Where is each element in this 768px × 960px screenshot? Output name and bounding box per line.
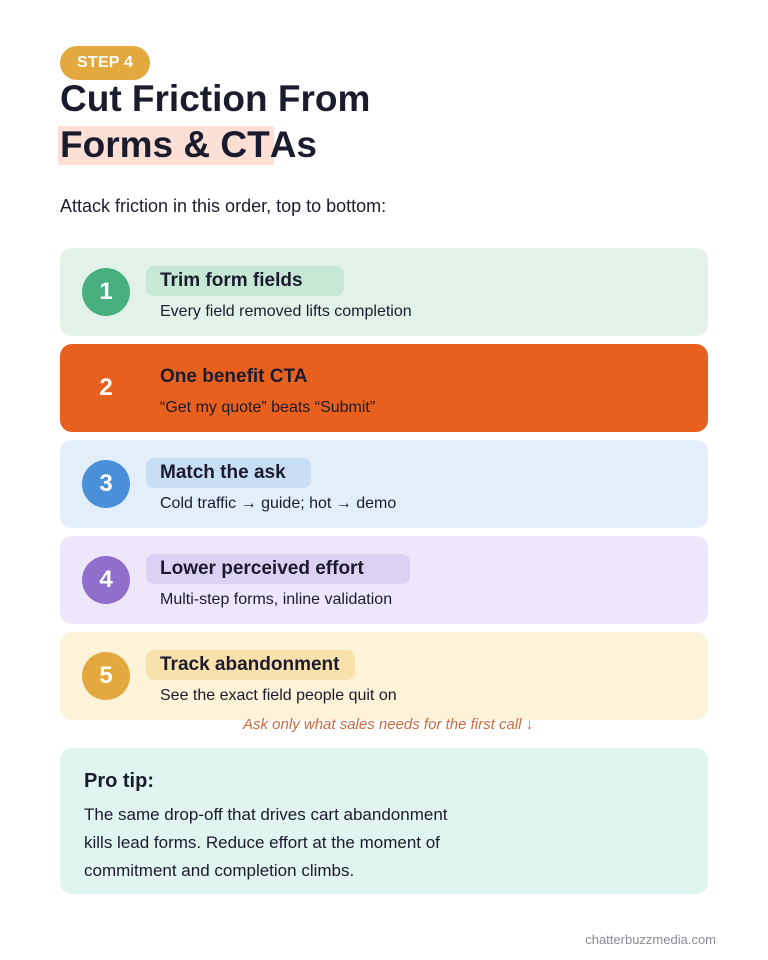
step-description-3: Cold traffic → guide; hot → demo: [160, 495, 397, 512]
title-line-2: [60, 122, 370, 168]
title-highlight: [60, 122, 270, 168]
footer-url: chatterbuzzmedia.com: [585, 932, 716, 947]
step-title-1: Trim form fields: [160, 270, 303, 291]
step-title-2: One benefit CTA: [160, 366, 308, 387]
annotation-note: Ask only what sales needs for the first call ↓: [243, 716, 534, 733]
title-highlight-text: Forms & CT: [60, 124, 270, 165]
step-description-5: See the exact field people quit on: [160, 687, 397, 704]
page-title: [60, 76, 370, 168]
step-description-2: “Get my quote” beats “Submit”: [160, 399, 376, 416]
step-description-4: Multi-step forms, inline validation: [160, 591, 393, 608]
step-number-3: 3: [82, 460, 130, 508]
step-number-2: 2: [99, 374, 113, 401]
step-description-1: Every field removed lifts completion: [160, 303, 412, 320]
step-number-1: 1: [82, 268, 130, 316]
title-rest-text: As: [269, 124, 317, 165]
pro-tip-box: [60, 748, 708, 894]
pro-tip-body: The same drop-off that drives cart abandonment kills lead forms. Reduce effort at the moment of commitment and completion climbs.: [84, 805, 448, 880]
step-number-5: 5: [82, 652, 130, 700]
step-badge: STEP 4: [60, 46, 150, 80]
step-card-5: [60, 632, 708, 720]
step-card-3: [60, 440, 708, 528]
step-card-1: [60, 248, 708, 336]
pro-tip-title: Pro tip:: [84, 770, 154, 792]
step-title-5: Track abandonment: [160, 654, 340, 675]
step-card-2: [60, 344, 708, 432]
step-title-4: Lower perceived effort: [160, 558, 364, 579]
step-number-4: 4: [82, 556, 130, 604]
title-line-1: Cut Friction From: [60, 78, 371, 119]
step-card-4: [60, 536, 708, 624]
intro-text: Attack friction in this order, top to bottom:: [60, 196, 387, 216]
step-title-3: Match the ask: [160, 462, 286, 483]
